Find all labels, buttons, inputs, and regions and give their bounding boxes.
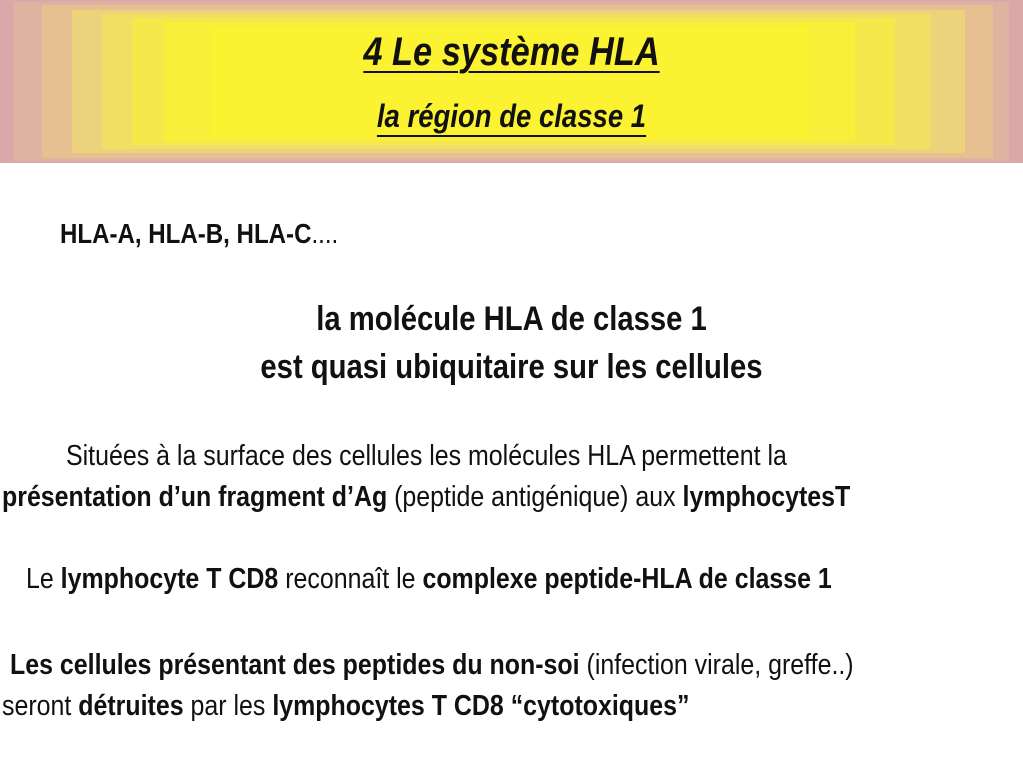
presentation-fragment-bold: présentation d’un fragment d’Ag [2, 481, 388, 513]
recognizes-text: reconnaît le [278, 563, 423, 595]
le-text: Le [26, 563, 61, 595]
paragraph-non-self-line-1 [10, 649, 854, 682]
paragraph-cd8-recognition [26, 563, 832, 596]
paragraph-presentation-line-1: Situées à la surface des cellules les molécules HLA permettent la [66, 440, 787, 472]
cytotoxic-lymphocytes-bold: lymphocytes T CD8 “cytotoxiques” [272, 690, 690, 722]
hla-genes-bold: HLA-A, HLA-B, HLA-C [60, 218, 312, 249]
molecule-line-2: est quasi ubiquitaire sur les cellules [260, 348, 763, 386]
lymphocytes-t-bold: lymphocytesT [682, 481, 851, 513]
molecule-line-1: la molécule HLA de classe 1 [316, 300, 707, 338]
title-banner [0, 0, 1023, 163]
lymphocyte-cd8-bold: lymphocyte T CD8 [60, 563, 279, 595]
paragraph-presentation-line-2 [2, 481, 850, 514]
destroyed-bold: détruites [78, 690, 184, 722]
by-text: par les [183, 690, 273, 722]
seront-text: seront [2, 690, 79, 722]
infection-text: (infection virale, greffe..) [579, 649, 854, 681]
peptide-text: (peptide antigénique) aux [387, 481, 683, 513]
slide-subtitle: la région de classe 1 [376, 98, 647, 134]
non-self-cells-bold: Les cellules présentant des peptides du non-soi [10, 649, 580, 681]
paragraph-non-self-line-2 [2, 690, 689, 723]
hla-genes-line [60, 218, 338, 250]
hla-genes-ellipsis: .... [311, 218, 339, 249]
complex-peptide-hla-bold: complexe peptide-HLA de classe 1 [422, 563, 832, 595]
slide-title: 4 Le système HLA [363, 30, 660, 74]
